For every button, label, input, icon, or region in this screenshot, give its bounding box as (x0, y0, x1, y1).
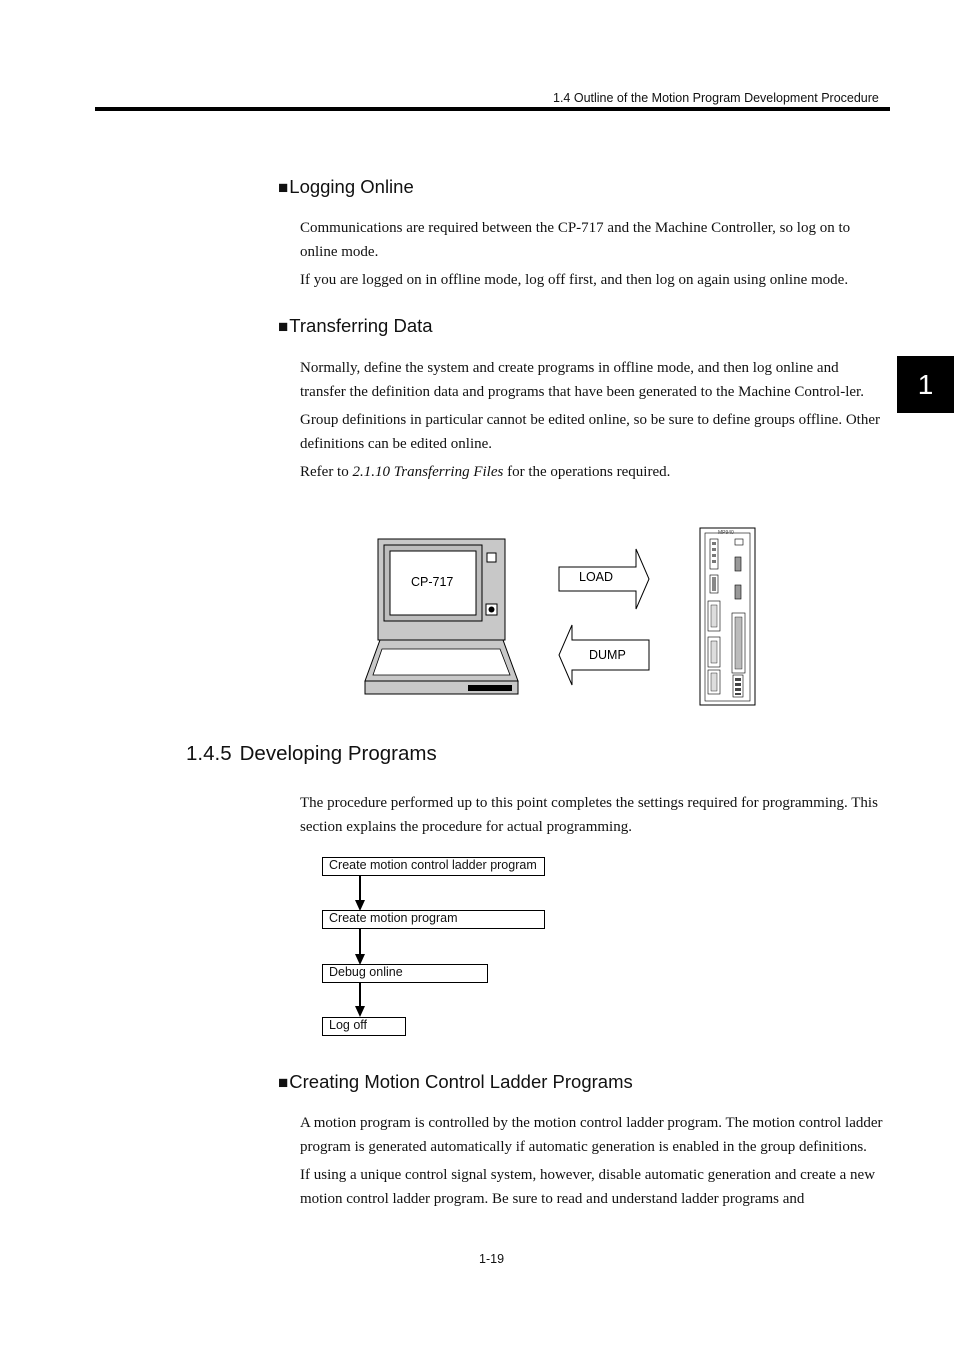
heading-text: Creating Motion Control Ladder Programs (289, 1071, 633, 1092)
paragraph: If using a unique control signal system, however, disable automatic generation and create a new motion control ladder program. Be sure to read and understand ladder programs and (300, 1167, 876, 1207)
section-heading (186, 742, 445, 766)
running-header: 1.4 Outline of the Motion Program Development Procedure (553, 91, 879, 105)
paragraph (300, 460, 884, 484)
paragraph: A motion program is controlled by the motion control ladder program. The motion control ladder program is generated automatically if automatic generation is enabled in the group definitions. (300, 1115, 883, 1155)
paragraph: Communications are required between the CP-717 and the Machine Controller, so log on to online mode. (300, 220, 851, 260)
heading-transferring-data (278, 315, 433, 337)
dump-label: DUMP (589, 648, 626, 662)
flow-connector (359, 876, 361, 900)
transferring-data-body (300, 356, 884, 488)
ref-suffix: for the operations required. (503, 464, 671, 480)
controller-label: MP940 (718, 530, 734, 536)
machine-controller-icon (700, 528, 755, 705)
logging-online-body (300, 216, 890, 296)
cross-reference-link[interactable]: 2.1.10 Transferring Files (352, 464, 504, 480)
section-number: 1.4.5 (186, 742, 232, 765)
flow-connector (359, 929, 361, 954)
computer-label: CP-717 (411, 575, 454, 589)
flow-step-2: Create motion program (322, 910, 545, 929)
load-label: LOAD (579, 570, 614, 584)
arrow-down-icon (355, 1006, 365, 1017)
paragraph: The procedure performed up to this point completes the settings required for programming. This section explains the procedure for actual programming. (300, 795, 878, 835)
square-bullet-icon: ■ (278, 178, 289, 197)
paragraph: If you are logged on in offline mode, log off first, and then log on again using online mode. (300, 272, 849, 288)
square-bullet-icon: ■ (278, 1073, 289, 1092)
page-number: 1-19 (479, 1252, 505, 1266)
header-rule (95, 107, 890, 111)
section-title: Developing Programs (239, 742, 437, 765)
paragraph: Group definitions in particular cannot be edited online, so be sure to define groups offline. Other definitions can be edited online. (300, 412, 880, 452)
heading-creating-ladder (278, 1071, 633, 1093)
heading-text: Transferring Data (289, 315, 433, 336)
creating-ladder-body (300, 1111, 890, 1215)
flow-step-4: Log off (322, 1017, 406, 1036)
heading-logging-online (278, 176, 414, 198)
transfer-diagram (360, 525, 760, 710)
developing-body (300, 791, 890, 843)
square-bullet-icon: ■ (278, 317, 289, 336)
flow-connector (359, 983, 361, 1006)
paragraph: Normally, define the system and create programs in offline mode, and then log online and transfer the definition data and programs that have been generated to the Machine Control-ler. (300, 360, 864, 400)
flow-step-1: Create motion control ladder program (322, 857, 545, 876)
chapter-tab: 1 (897, 356, 954, 413)
ref-prefix: Refer to (300, 464, 353, 480)
flow-step-3: Debug online (322, 964, 488, 983)
laptop-icon (365, 539, 518, 694)
heading-text: Logging Online (289, 176, 414, 197)
